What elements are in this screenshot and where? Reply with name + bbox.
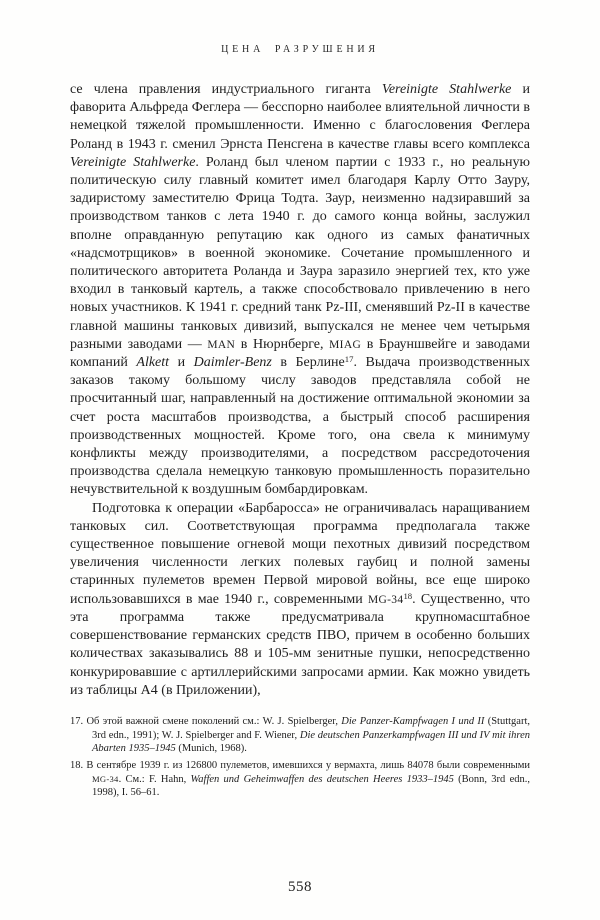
body-paragraph: се члена правления индустриального гиганта Vereinigte Stahlwerke и фаворита Альфреда Феглера — бесспорно наиболее влиятельной личности в немецкой тяжелой промышленности. Именно с благословения Феглера Роланд в 1943 г. сменил Эрнста Пенсгена в качестве главы всего комплекса Vereinigte Stahlwerke. Роланд был членом партии с 1933 г., но реальную политическую силу главный комитет имел благодаря Карлу Отто Зауру, задиристому заместителю Фрица Тодта. Заур, неизменно надзиравший за производством танков с лета 1940 г. до самого конца войны, заслужил вполне оправданную репутацию как одного из самых фанатичных «надсмотрщиков» в военной экономике. Сочетание промышленного и политического авторитета Роланда и Заура заразило энергией тех, кто уже входил в танковый картель, а также способствовало привлечению в него новых участников. К 1941 г. средний танк Pz-III, сменявший Pz-II в качестве главной машины танковых дивизий, выпускался не менее чем четырьмя разными заводами — MAN в Нюрнберге, MIAG в Брауншвейге и заводами компаний Alkett и Daimler-Benz в Берлине$^{17}$. Выдача производственных заказов такому большому числу заводов представляла собой не просчитанный шаг, направленный на достижение оптимальной экономии за счет роста масштабов производства, а быстрый способ расширения производственных мощностей. Кроме того, она свела к минимуму конфликты между производителями, а посредством рассредоточения производства сделала немецкую танковую промышленность поразительно нечувствительной к воздушным бомбардировкам. (70, 82, 531, 498)
running-header: ЦЕНА РАЗРУШЕНИЯ (221, 44, 379, 55)
footnote-number: 18. (70, 760, 84, 772)
footnote (70, 715, 530, 756)
page-number: 558 (288, 879, 312, 895)
body-paragraph: Подготовка к операции «Барбаросса» не ограничивалась наращиванием танковых сил. Соответствующая программа предполагала также существенное повышение огневой мощи пехотных дивизий посредством увеличения численности легких полевых гаубиц и полной замены старинных пулеметов времен Первой мировой войны, все еще широко использовавшихся в мае 1940 г., современными $MG-34^{18}$. Существенно, что эта программа также предусматривала крупномасштабное совершенствование германских средств ПВО, причем в особенно больших количествах заказывались 88 и 105-мм зенитные пушки, непосредственно конкурировавшие с артиллерийскими запросами армии. Как можно увидеть из таблицы А4 (в Приложении), (70, 500, 530, 698)
footnote-text: В сентябре 1939 г. из 126800 пулеметов, имевшихся у вермахта, лишь 84078 были современными MG-34. См.: F. Hahn, Waffen und Geheimwaffen des deutschen Heeres 1933–1945 (Bonn, 3rd edn., 1998), I. 56–61. (86, 760, 531, 799)
footnote-text: Об этой важной смене поколений см.: W. J. Spielberger, Die Panzer-Kampfwagen I und II (Stuttgart, 3rd edn., 1991); W. J. Spielberger and F. Wiener, Die deutschen Panzerkampfwagen III und IV mit ihren Abarten 1935–1945 (Munich, 1968). (86, 715, 530, 755)
footnote (70, 759, 530, 800)
footnotes (70, 715, 530, 800)
footnote-number: 17. (70, 715, 84, 727)
body-text (70, 81, 530, 700)
